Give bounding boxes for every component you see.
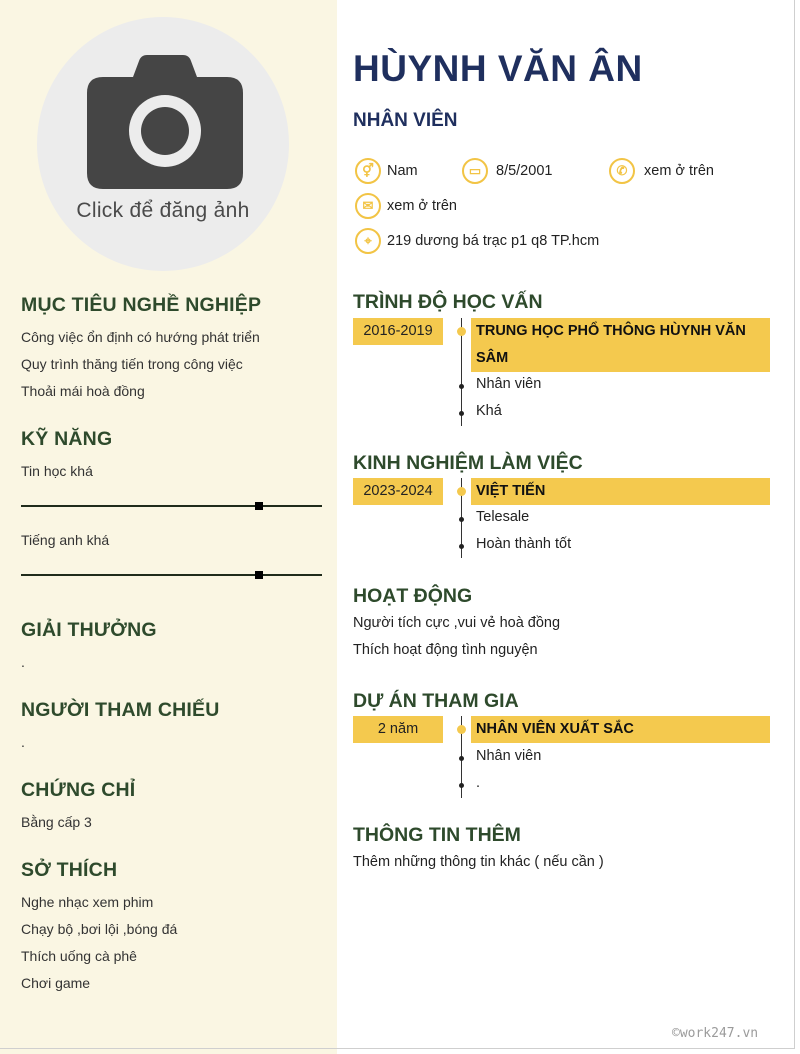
phone-icon: ✆ [609, 158, 635, 184]
experience-company: VIỆT TIẾN [471, 478, 770, 505]
address-value: 219 dương bá trạc p1 q8 TP.hcm [387, 233, 600, 249]
experience-date: 2023-2024 [353, 478, 443, 505]
certificates-text: Bằng cấp 3 [21, 814, 92, 830]
activities-title: HOẠT ĐỘNG [353, 585, 473, 607]
skill-level-bar [21, 505, 322, 507]
timeline-dot [457, 725, 466, 734]
projects-title: DỰ ÁN THAM GIA [353, 690, 519, 712]
objective-line: Thoải mái hoà đồng [21, 383, 145, 399]
project-detail: . [476, 775, 481, 791]
experience-detail: Hoàn thành tốt [476, 536, 572, 552]
skill-name: Tiếng anh khá [21, 532, 110, 548]
timeline-bullet [459, 783, 464, 788]
project-detail: Nhân viên [476, 748, 542, 764]
timeline-dot [457, 487, 466, 496]
timeline-bullet [459, 384, 464, 389]
extra-text: Thêm những thông tin khác ( nếu cần ) [353, 854, 604, 870]
hobby-line: Chạy bộ ,bơi lội ,bóng đá [21, 921, 178, 937]
project-date: 2 năm [353, 716, 443, 743]
experience-title: KINH NGHIỆM LÀM VIỆC [353, 452, 583, 474]
info-phone [609, 157, 714, 185]
info-email [355, 192, 457, 220]
objective-line: Công việc ổn định có hướng phát triển [21, 329, 260, 345]
timeline-bullet [459, 411, 464, 416]
watermark: ©work247.vn [672, 1026, 759, 1041]
hobby-line: Chơi game [21, 975, 91, 991]
extra-title: THÔNG TIN THÊM [353, 824, 521, 846]
timeline-bullet [459, 544, 464, 549]
experience-detail: Telesale [476, 509, 530, 525]
awards-text: . [21, 654, 25, 670]
hobby-line: Nghe nhạc xem phim [21, 894, 154, 910]
school-name-line: SÂM [476, 350, 509, 366]
timeline-bullet [459, 517, 464, 522]
photo-placeholder-text: Click để đăng ảnh [76, 199, 250, 222]
awards-title: GIẢI THƯỞNG [21, 619, 157, 641]
project-name: NHÂN VIÊN XUẤT SẮC [471, 716, 770, 743]
school-name-line: TRUNG HỌC PHỔ THÔNG HÙYNH VĂN [476, 323, 746, 339]
skill-level-bar [21, 574, 322, 576]
hobby-line: Thích uống cà phê [21, 948, 137, 964]
references-text: . [21, 734, 25, 750]
birthday-value: 8/5/2001 [496, 163, 553, 179]
education-title: TRÌNH ĐỘ HỌC VẤN [353, 291, 543, 313]
gender-icon: ⚥ [355, 158, 381, 184]
info-birthday [462, 157, 552, 185]
skills-title: KỸ NĂNG [21, 428, 113, 450]
timeline-bullet [459, 756, 464, 761]
skill-level-marker [255, 571, 263, 579]
objective-line: Quy trình thăng tiến trong công việc [21, 356, 243, 372]
info-gender [355, 157, 418, 185]
skill-level-marker [255, 502, 263, 510]
gender-value: Nam [387, 163, 418, 179]
map-pin-icon: ⌖ [355, 228, 381, 254]
email-value: xem ở trên [387, 198, 457, 214]
education-school [471, 318, 770, 372]
camera-icon [87, 55, 243, 191]
photo-upload[interactable] [37, 17, 289, 271]
email-icon: ✉ [355, 193, 381, 219]
skill-name: Tin học khá [21, 463, 93, 479]
hobbies-title: SỞ THÍCH [21, 859, 118, 881]
cake-icon: ▭ [462, 158, 488, 184]
candidate-role: NHÂN VIÊN [353, 110, 458, 131]
references-title: NGƯỜI THAM CHIẾU [21, 699, 220, 721]
phone-value: xem ở trên [644, 163, 714, 179]
candidate-name: HÙYNH VĂN ÂN [353, 48, 643, 89]
activity-line: Người tích cực ,vui vẻ hoà đồng [353, 615, 561, 631]
timeline-dot [457, 327, 466, 336]
education-date: 2016-2019 [353, 318, 443, 345]
education-detail: Khá [476, 403, 502, 419]
education-detail: Nhân viên [476, 376, 542, 392]
objective-title: MỤC TIÊU NGHỀ NGHIỆP [21, 294, 262, 316]
certificates-title: CHỨNG CHỈ [21, 779, 136, 801]
activity-line: Thích hoạt động tình nguyện [353, 642, 538, 658]
info-address [355, 227, 599, 255]
